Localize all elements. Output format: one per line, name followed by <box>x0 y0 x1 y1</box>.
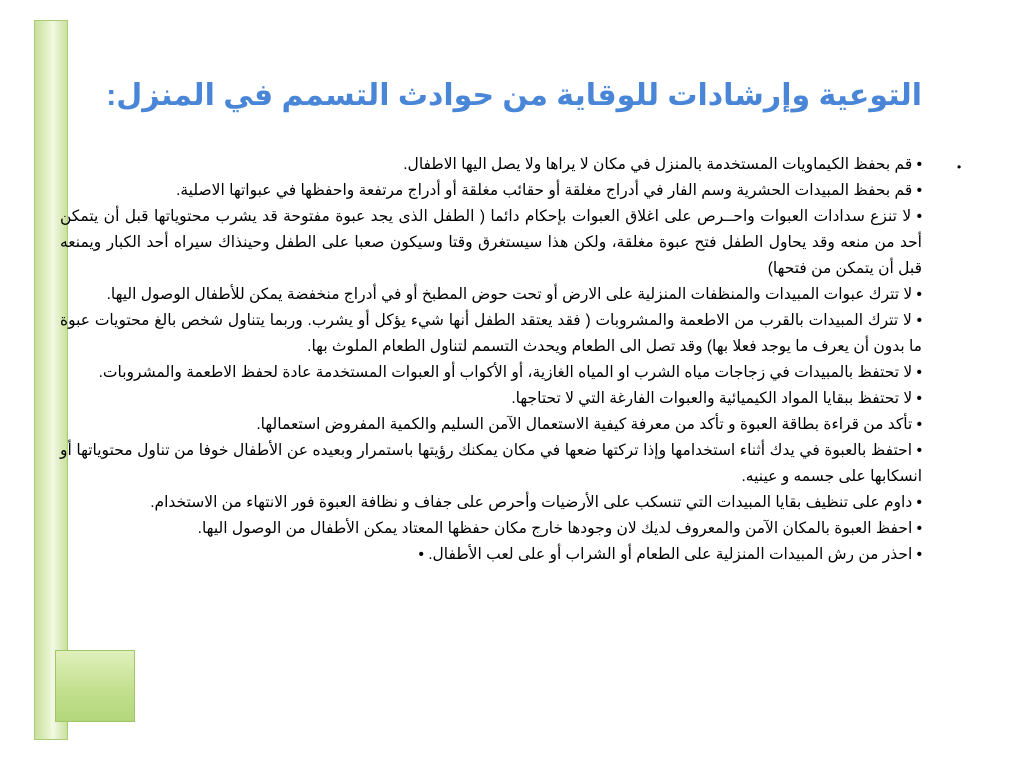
list-item: • تأكد من قراءة بطاقة العبوة و تأكد من معرفة كيفية الاستعمال الآمن السليم والكمية المفروض استعمالها. <box>256 416 922 433</box>
list-item: • احذر من رش المبيدات المنزلية على الطعام أو الشراب أو على لعب الأطفال. • <box>418 546 922 563</box>
list-item: • قم بحفظ المبيدات الحشرية وسم الفار في أدراج مغلقة أو حقائب مغلقة أو أدراج مرتفعة واحفظها في عبواتها الاصلية. <box>176 182 922 199</box>
list-item: • احتفظ بالعبوة في يدك أثناء استخدامها وإذا تركتها ضعها في مكان يمكنك رؤيتها باستمرار وبعيده عن الأطفال خوفا من تناول محتوياتها أو انسكابها على جسمه و عينيه. <box>60 442 922 485</box>
list-item: • داوم على تنظيف بقايا المبيدات التي تنسكب على الأرضيات وأحرص على جفاف و نظافة العبوة فور الانتهاء من الاستخدام. <box>150 494 922 511</box>
slide-title: التوعية وإرشادات للوقاية من حوادث التسمم في المنزل: <box>106 79 922 112</box>
list-item: • لا تترك عبوات المبيدات والمنظفات المنزلية على الارض أو تحت حوض المطبخ أو في أدراج منخفضة يمكن للأطفال الوصول اليها. <box>106 286 922 303</box>
bullet-list <box>60 152 922 568</box>
list-item: • لا تنزع سدادات العبوات واحــرص على اغلاق العبوات بإحكام دائما ( الطفل الذى يجد عبوة مفتوحة قد يشرب محتوياتها قبل أن يتمكن أحد من منعه وقد يحاول الطفل فتح عبوة مغلقة، ولكن هذا سيستغرق وقتا وسيكون صعبا على الطفل وحينذاك سيراه أحد الكبار ويمنعه قبل أن يتمكن من فتحها) <box>60 208 922 277</box>
decorative-square <box>55 650 135 722</box>
list-item: • لا تحتفظ بالمبيدات في زجاجات مياه الشرب او المياه الغازية، أو الأكواب أو العبوات المستخدمة عادة لحفظ الاطعمة والمشروبات. <box>98 364 922 381</box>
list-item: • لا تترك المبيدات بالقرب من الاطعمة والمشروبات ( فقد يعتقد الطفل أنها شيء يؤكل أو يشرب. وربما يتناول شخص بالغ محتويات عبوة ما بدون أن يعرف ما يوجد فعلا بها) وقد تصل الى الطعام ويحدث التسمم لتناول الطعام الملوث بها. <box>60 312 922 355</box>
list-item: • لا تحتفظ ببقايا المواد الكيميائية والعبوات الفارغة التي لا تحتاجها. <box>511 390 922 407</box>
list-bullet: • <box>957 160 962 174</box>
list-item: • احفظ العبوة بالمكان الآمن والمعروف لديك لان وجودها خارج مكان حفظها المعتاد يمكن الأطفال من الوصول اليها. <box>197 520 922 537</box>
list-item: • قم بحفظ الكيماويات المستخدمة بالمنزل في مكان لا يراها ولا يصل اليها الاطفال. <box>403 156 922 173</box>
